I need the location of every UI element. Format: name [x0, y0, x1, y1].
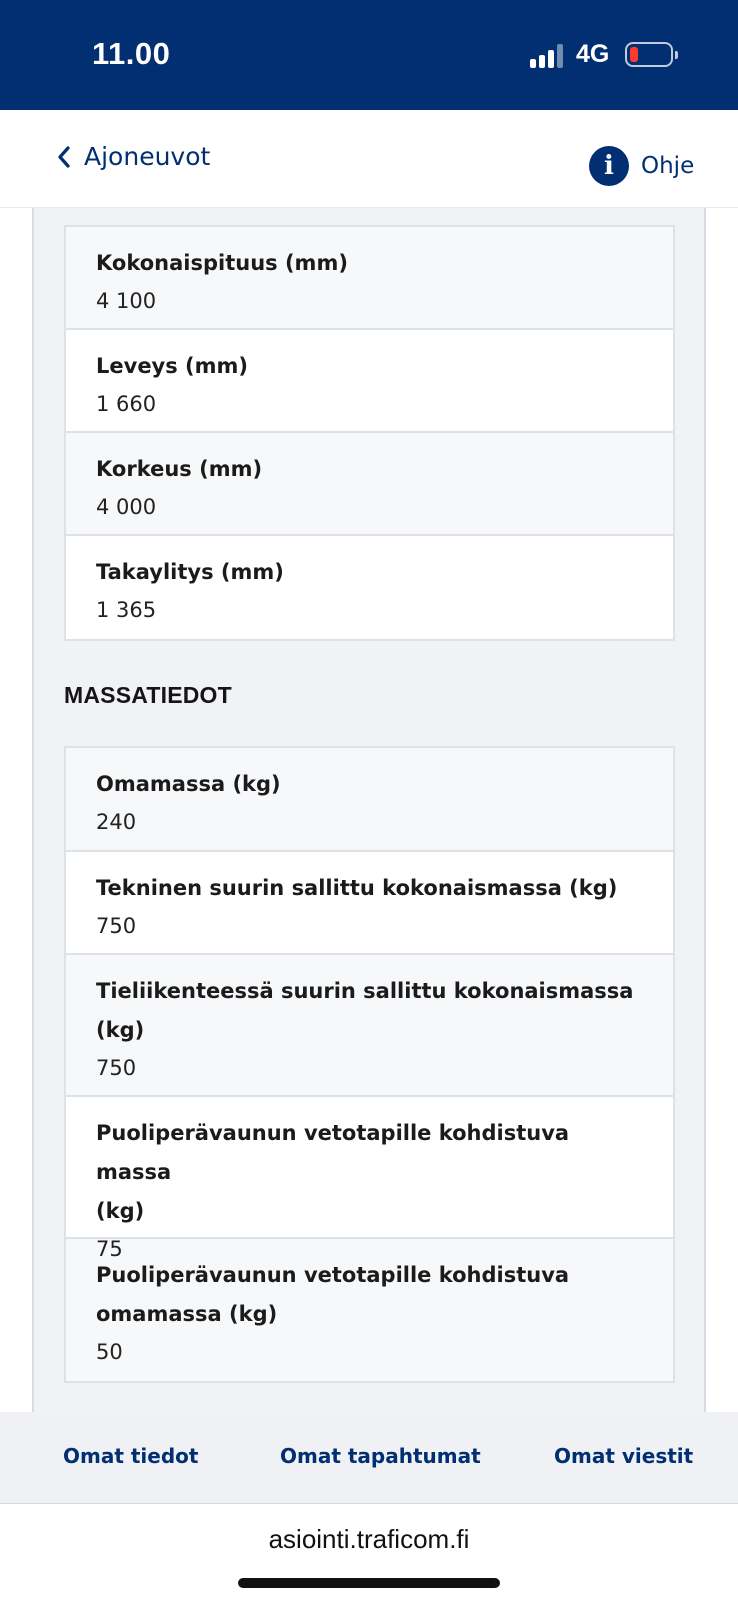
network-type: 4G — [576, 40, 610, 68]
field-label: Kokonaispituus (mm) — [96, 251, 348, 275]
field-value: 4 100 — [96, 289, 157, 313]
home-indicator[interactable] — [238, 1578, 500, 1588]
field-value: 75 — [96, 1237, 123, 1261]
info-icon: i — [589, 146, 629, 186]
list-item — [66, 1239, 673, 1381]
status-time: 11.00 — [92, 36, 171, 71]
chevron-left-icon — [56, 145, 72, 169]
list-item — [66, 1097, 673, 1261]
list-item — [66, 955, 673, 1097]
mass-list — [64, 746, 675, 1383]
help-link-label: Ohje — [641, 153, 695, 179]
field-label-continued: (kg) — [96, 1199, 145, 1223]
list-item — [66, 433, 673, 536]
tab-omat-viestit[interactable]: Omat viestit — [554, 1444, 694, 1468]
cellular-signal-icon — [530, 44, 566, 68]
tab-omat-tapahtumat[interactable]: Omat tapahtumat — [280, 1444, 481, 1468]
field-label: Puoliperävaunun vetotapille kohdistuva — [96, 1263, 570, 1287]
help-link[interactable] — [589, 146, 694, 186]
field-label: Tekninen suurin sallittu kokonaismassa (kg) — [96, 876, 618, 900]
field-label: Puoliperävaunun vetotapille kohdistuva massa — [96, 1121, 570, 1184]
section-title: MASSATIEDOT — [64, 682, 232, 708]
dimensions-list — [64, 225, 675, 641]
field-label-continued: (kg) — [96, 1018, 145, 1042]
field-value: 4 000 — [96, 495, 157, 519]
main-content[interactable] — [0, 208, 738, 1412]
field-value: 50 — [96, 1340, 123, 1364]
field-label: Takaylitys (mm) — [96, 560, 284, 584]
field-label: Omamassa (kg) — [96, 772, 281, 796]
list-item — [66, 227, 673, 330]
list-item — [66, 536, 673, 639]
field-label-continued: omamassa (kg) — [96, 1302, 278, 1326]
bottom-tab-bar — [0, 1412, 738, 1504]
browser-address-bar[interactable] — [0, 1504, 738, 1600]
url-text[interactable]: asiointi.traficom.fi — [268, 1524, 470, 1554]
field-label: Tieliikenteessä suurin sallittu kokonaismassa — [96, 979, 634, 1003]
field-value: 240 — [96, 810, 137, 834]
field-value: 750 — [96, 1056, 137, 1080]
status-bar — [0, 0, 738, 110]
back-link-label: Ajoneuvot — [84, 142, 211, 171]
battery-icon — [625, 42, 673, 67]
field-value: 1 660 — [96, 392, 157, 416]
back-link[interactable] — [56, 142, 210, 171]
list-item — [66, 330, 673, 433]
top-nav — [0, 110, 738, 208]
field-value: 750 — [96, 914, 137, 938]
field-label: Korkeus (mm) — [96, 457, 263, 481]
tab-omat-tiedot[interactable]: Omat tiedot — [63, 1444, 199, 1468]
list-item — [66, 748, 673, 852]
field-label: Leveys (mm) — [96, 354, 249, 378]
field-value: 1 365 — [96, 598, 157, 622]
battery-level — [630, 47, 638, 62]
list-item — [66, 852, 673, 955]
